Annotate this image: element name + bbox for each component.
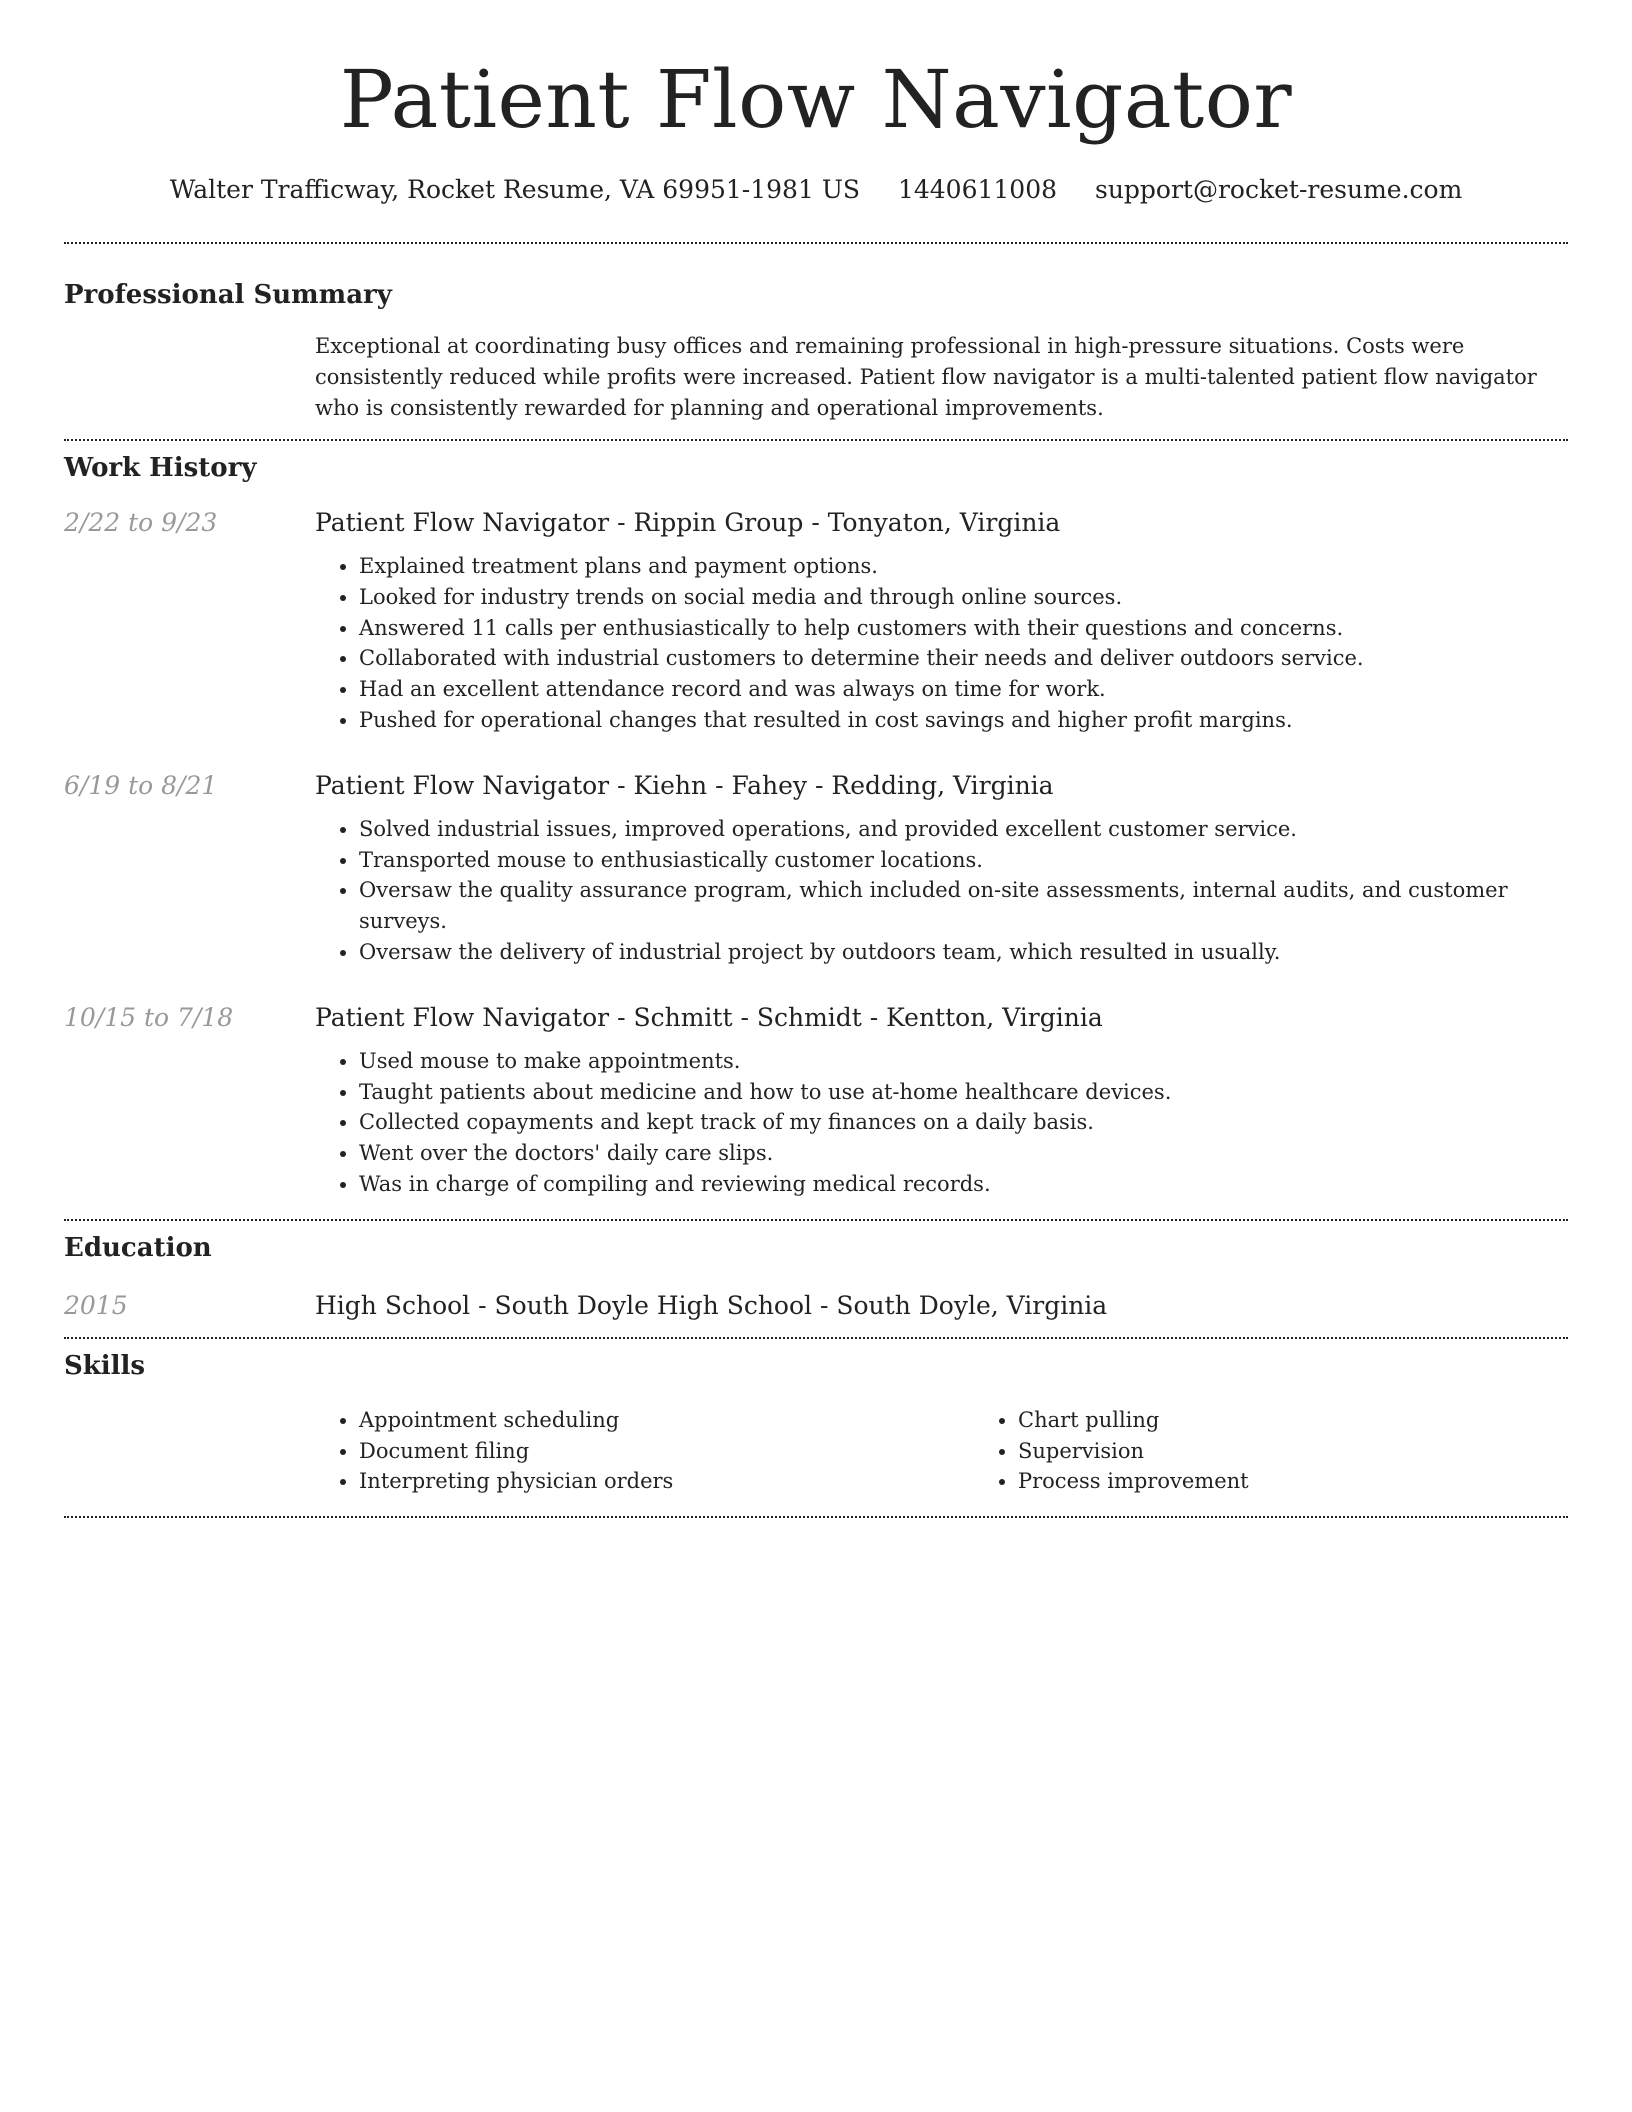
contact-line: [64, 172, 1568, 208]
divider: [64, 1219, 1568, 1221]
skills-spacer: [64, 1405, 315, 1497]
candidate-name: Patient Flow Navigator: [339, 53, 1293, 146]
skills-grid: [315, 1405, 1632, 1497]
education-body: [315, 1288, 1568, 1324]
list-item: • Answered 11 calls per enthusiastically to help customers with their questions and concerns.: [359, 613, 1568, 644]
job-entry: [64, 768, 1568, 968]
job-heading: Patient Flow Navigator - Rippin Group - Tonyaton, Virginia: [315, 508, 1061, 537]
skills-list-left: [315, 1405, 974, 1497]
section-title-summary: Professional Summary: [64, 280, 392, 310]
list-item: • Appointment scheduling: [359, 1405, 974, 1436]
education-year: 2015: [64, 1290, 128, 1320]
list-item: • Pushed for operational changes that resulted in cost savings and higher profit margins.: [359, 705, 1568, 736]
summary-text: Exceptional at coordinating busy offices and remaining professional in high-pressure situations. Costs were consistently reduced while profits were increased. Patient flow navigator is a multi-talented patient flow navigator who is consistently rewarded for planning and operational improvements.: [315, 334, 1537, 420]
list-item: • Collaborated with industrial customers to determine their needs and deliver outdoors service.: [359, 643, 1568, 674]
list-item: • Had an excellent attendance record and was always on time for work.: [359, 674, 1568, 705]
divider: [64, 439, 1568, 441]
section-title-work: Work History: [64, 453, 257, 483]
list-item: • Was in charge of compiling and reviewing medical records.: [359, 1169, 1568, 1200]
list-item: • Collected copayments and kept track of my finances on a daily basis.: [359, 1107, 1568, 1138]
divider: [64, 242, 1568, 244]
job-dates: 6/19 to 8/21: [64, 770, 218, 800]
list-item: • Used mouse to make appointments.: [359, 1046, 1568, 1077]
job-entry: [64, 1000, 1568, 1200]
skills-row: [64, 1405, 1568, 1497]
list-item: • Chart pulling: [1018, 1405, 1632, 1436]
job-dates: 2/22 to 9/23: [64, 508, 218, 537]
summary-body: [315, 331, 1568, 424]
list-item: • Oversaw the quality assurance program, which included on-site assessments, internal audits, and customer surveys.: [359, 875, 1568, 937]
section-title-education: Education: [64, 1232, 212, 1263]
list-item: • Transported mouse to enthusiastically customer locations.: [359, 845, 1568, 876]
summary-row: [64, 331, 1568, 424]
list-item: • Process improvement: [1018, 1466, 1632, 1497]
list-item: • Went over the doctors' daily care slips.: [359, 1138, 1568, 1169]
job-body: [315, 505, 1568, 736]
list-item: • Looked for industry trends on social media and through online sources.: [359, 582, 1568, 613]
list-item: • Document filing: [359, 1436, 974, 1467]
skills-list-right: [974, 1405, 1632, 1497]
job-heading: Patient Flow Navigator - Schmitt - Schmidt - Kentton, Virginia: [315, 1002, 1103, 1032]
list-item: • Taught patients about medicine and how to use at-home healthcare devices.: [359, 1077, 1568, 1108]
education-heading: High School - South Doyle High School - South Doyle, Virginia: [315, 1290, 1108, 1320]
job-bullets: [315, 814, 1568, 968]
job-dates: 10/15 to 7/18: [64, 1002, 234, 1032]
list-item: • Solved industrial issues, improved operations, and provided excellent customer service.: [359, 814, 1568, 845]
job-body: [315, 768, 1568, 968]
email: support@rocket-resume.com: [1094, 175, 1463, 204]
divider: [64, 1516, 1568, 1518]
education-entry: [64, 1288, 1568, 1324]
divider: [64, 1337, 1568, 1339]
job-heading: Patient Flow Navigator - Kiehn - Fahey - Redding, Virginia: [315, 770, 1054, 800]
section-title-skills: Skills: [64, 1350, 146, 1381]
address: Walter Trafficway, Rocket Resume, VA 69951-1981 US: [169, 175, 861, 204]
job-bullets: [315, 551, 1568, 736]
job-entry: [64, 505, 1568, 736]
job-body: [315, 1000, 1568, 1200]
list-item: • Supervision: [1018, 1436, 1632, 1467]
list-item: • Explained treatment plans and payment options.: [359, 551, 1568, 582]
list-item: • Interpreting physician orders: [359, 1466, 974, 1497]
job-bullets: [315, 1046, 1568, 1200]
summary-spacer: [64, 331, 315, 424]
list-item: • Oversaw the delivery of industrial project by outdoors team, which resulted in usually.: [359, 937, 1568, 968]
phone: 1440611008: [897, 175, 1058, 204]
